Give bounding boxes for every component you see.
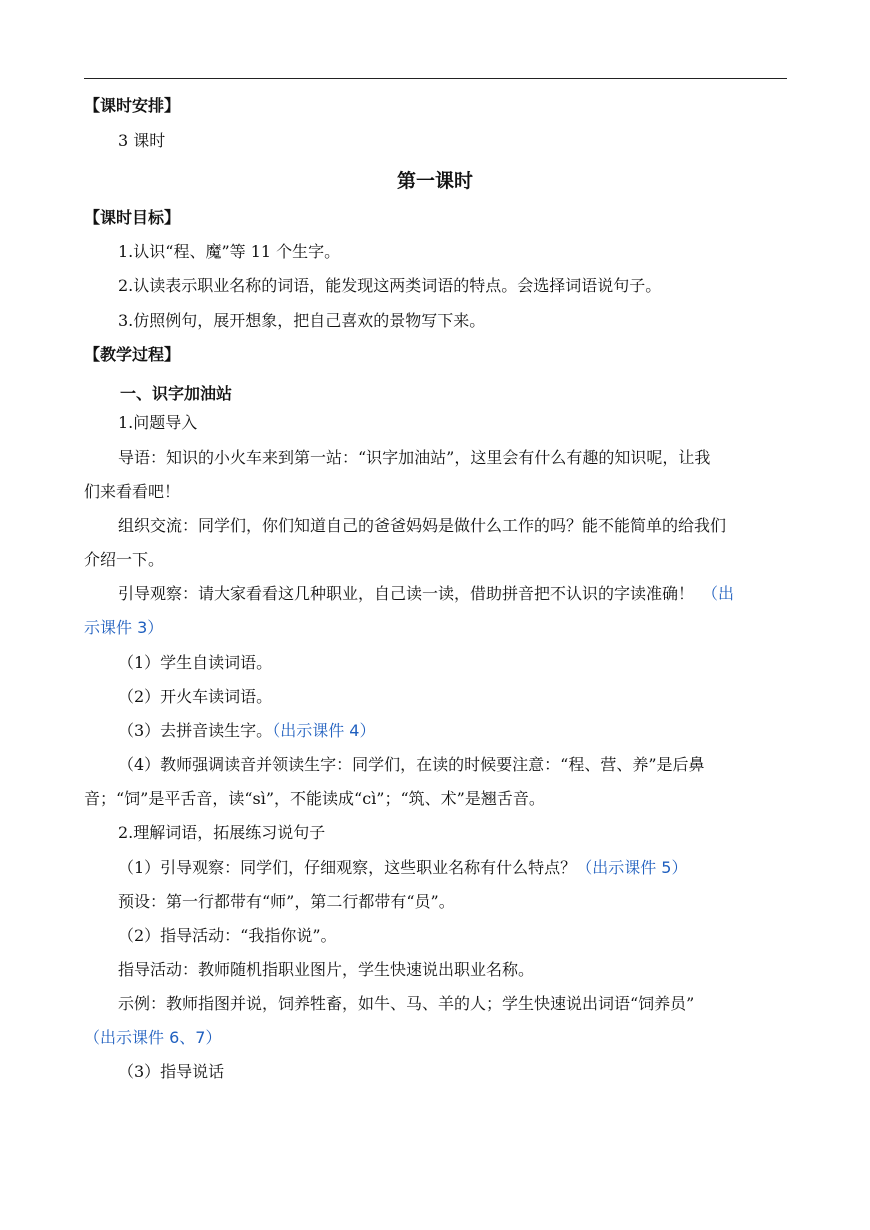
guide-paragraph-line: [118, 584, 821, 604]
goal-item: 2.认读表示职业名称的词语，能发现这两类词语的特点。会选择词语说句子。: [118, 276, 662, 295]
intro-paragraph-line: 导语：知识的小火车来到第一站：“识字加油站”，这里会有什么有趣的知识呢，让我: [118, 448, 711, 467]
example-line: 示例：教师指图并说，饲养牲畜，如牛、马、羊的人；学生快速说出词语“饲养员”: [118, 994, 695, 1013]
goals-heading: 【课时目标】: [84, 208, 181, 227]
goal-item: 3.仿照例句，展开想象，把自己喜欢的景物写下来。: [118, 311, 486, 330]
schedule-value: 3 课时: [118, 131, 166, 150]
courseware-ref: （出示课件 5）: [576, 858, 688, 877]
part1-heading: 一、识字加油站: [120, 384, 233, 403]
step2-heading: 2.理解词语，拓展练习说句子: [118, 823, 326, 842]
sub-step-line: 音；“饲”是平舌音，读“sì”，不能读成“cì”；“筑、术”是翘舌音。: [84, 789, 545, 808]
organize-paragraph-line: 组织交流：同学们，你们知道自己的爸爸妈妈是做什么工作的吗？能不能简单的给我们: [118, 516, 727, 535]
sub-step-line: [118, 858, 821, 878]
courseware-ref: （出示课件 4）: [272, 721, 376, 740]
intro-paragraph-line: 们来看看吧！: [84, 482, 181, 501]
sub-step: （1）学生自读词语。: [118, 653, 273, 672]
lesson-title: 第一课时: [396, 170, 473, 192]
process-heading: 【教学过程】: [84, 345, 181, 364]
courseware-ref: （出示课件 6、7）: [84, 1028, 222, 1047]
goal-item: 1.认识“程、魔”等 11 个生字。: [118, 242, 341, 261]
sub-step: （2）开火车读词语。: [118, 687, 273, 706]
sub-step-line: [118, 721, 821, 741]
sub-step: （2）指导活动：“我指你说”。: [118, 926, 337, 945]
guide-text: 引导观察：请大家看看这几种职业，自己读一读，借助拼音把不认识的字读准确！: [118, 584, 695, 603]
sub-step-text: （3）去拼音读生字。: [118, 721, 273, 740]
activity-line: 指导活动：教师随机指职业图片，学生快速说出职业名称。: [118, 960, 535, 979]
courseware-ref: 示课件 3）: [84, 618, 164, 637]
header-rule: [84, 78, 787, 79]
sub-step-line: （4）教师强调读音并领读生字：同学们，在读的时候要注意：“程、营、养”是后鼻: [118, 755, 705, 774]
sub-step-text: （1）引导观察：同学们，仔细观察，这些职业名称有什么特点？: [118, 858, 577, 877]
step1-heading: 1.问题导入: [118, 413, 198, 432]
schedule-heading: 【课时安排】: [84, 96, 181, 115]
courseware-ref: （出: [702, 584, 735, 603]
sub-step: （3）指导说话: [118, 1062, 225, 1081]
preset-line: 预设：第一行都带有“师”，第二行都带有“员”。: [118, 892, 455, 911]
organize-paragraph-line: 介绍一下。: [84, 550, 165, 569]
